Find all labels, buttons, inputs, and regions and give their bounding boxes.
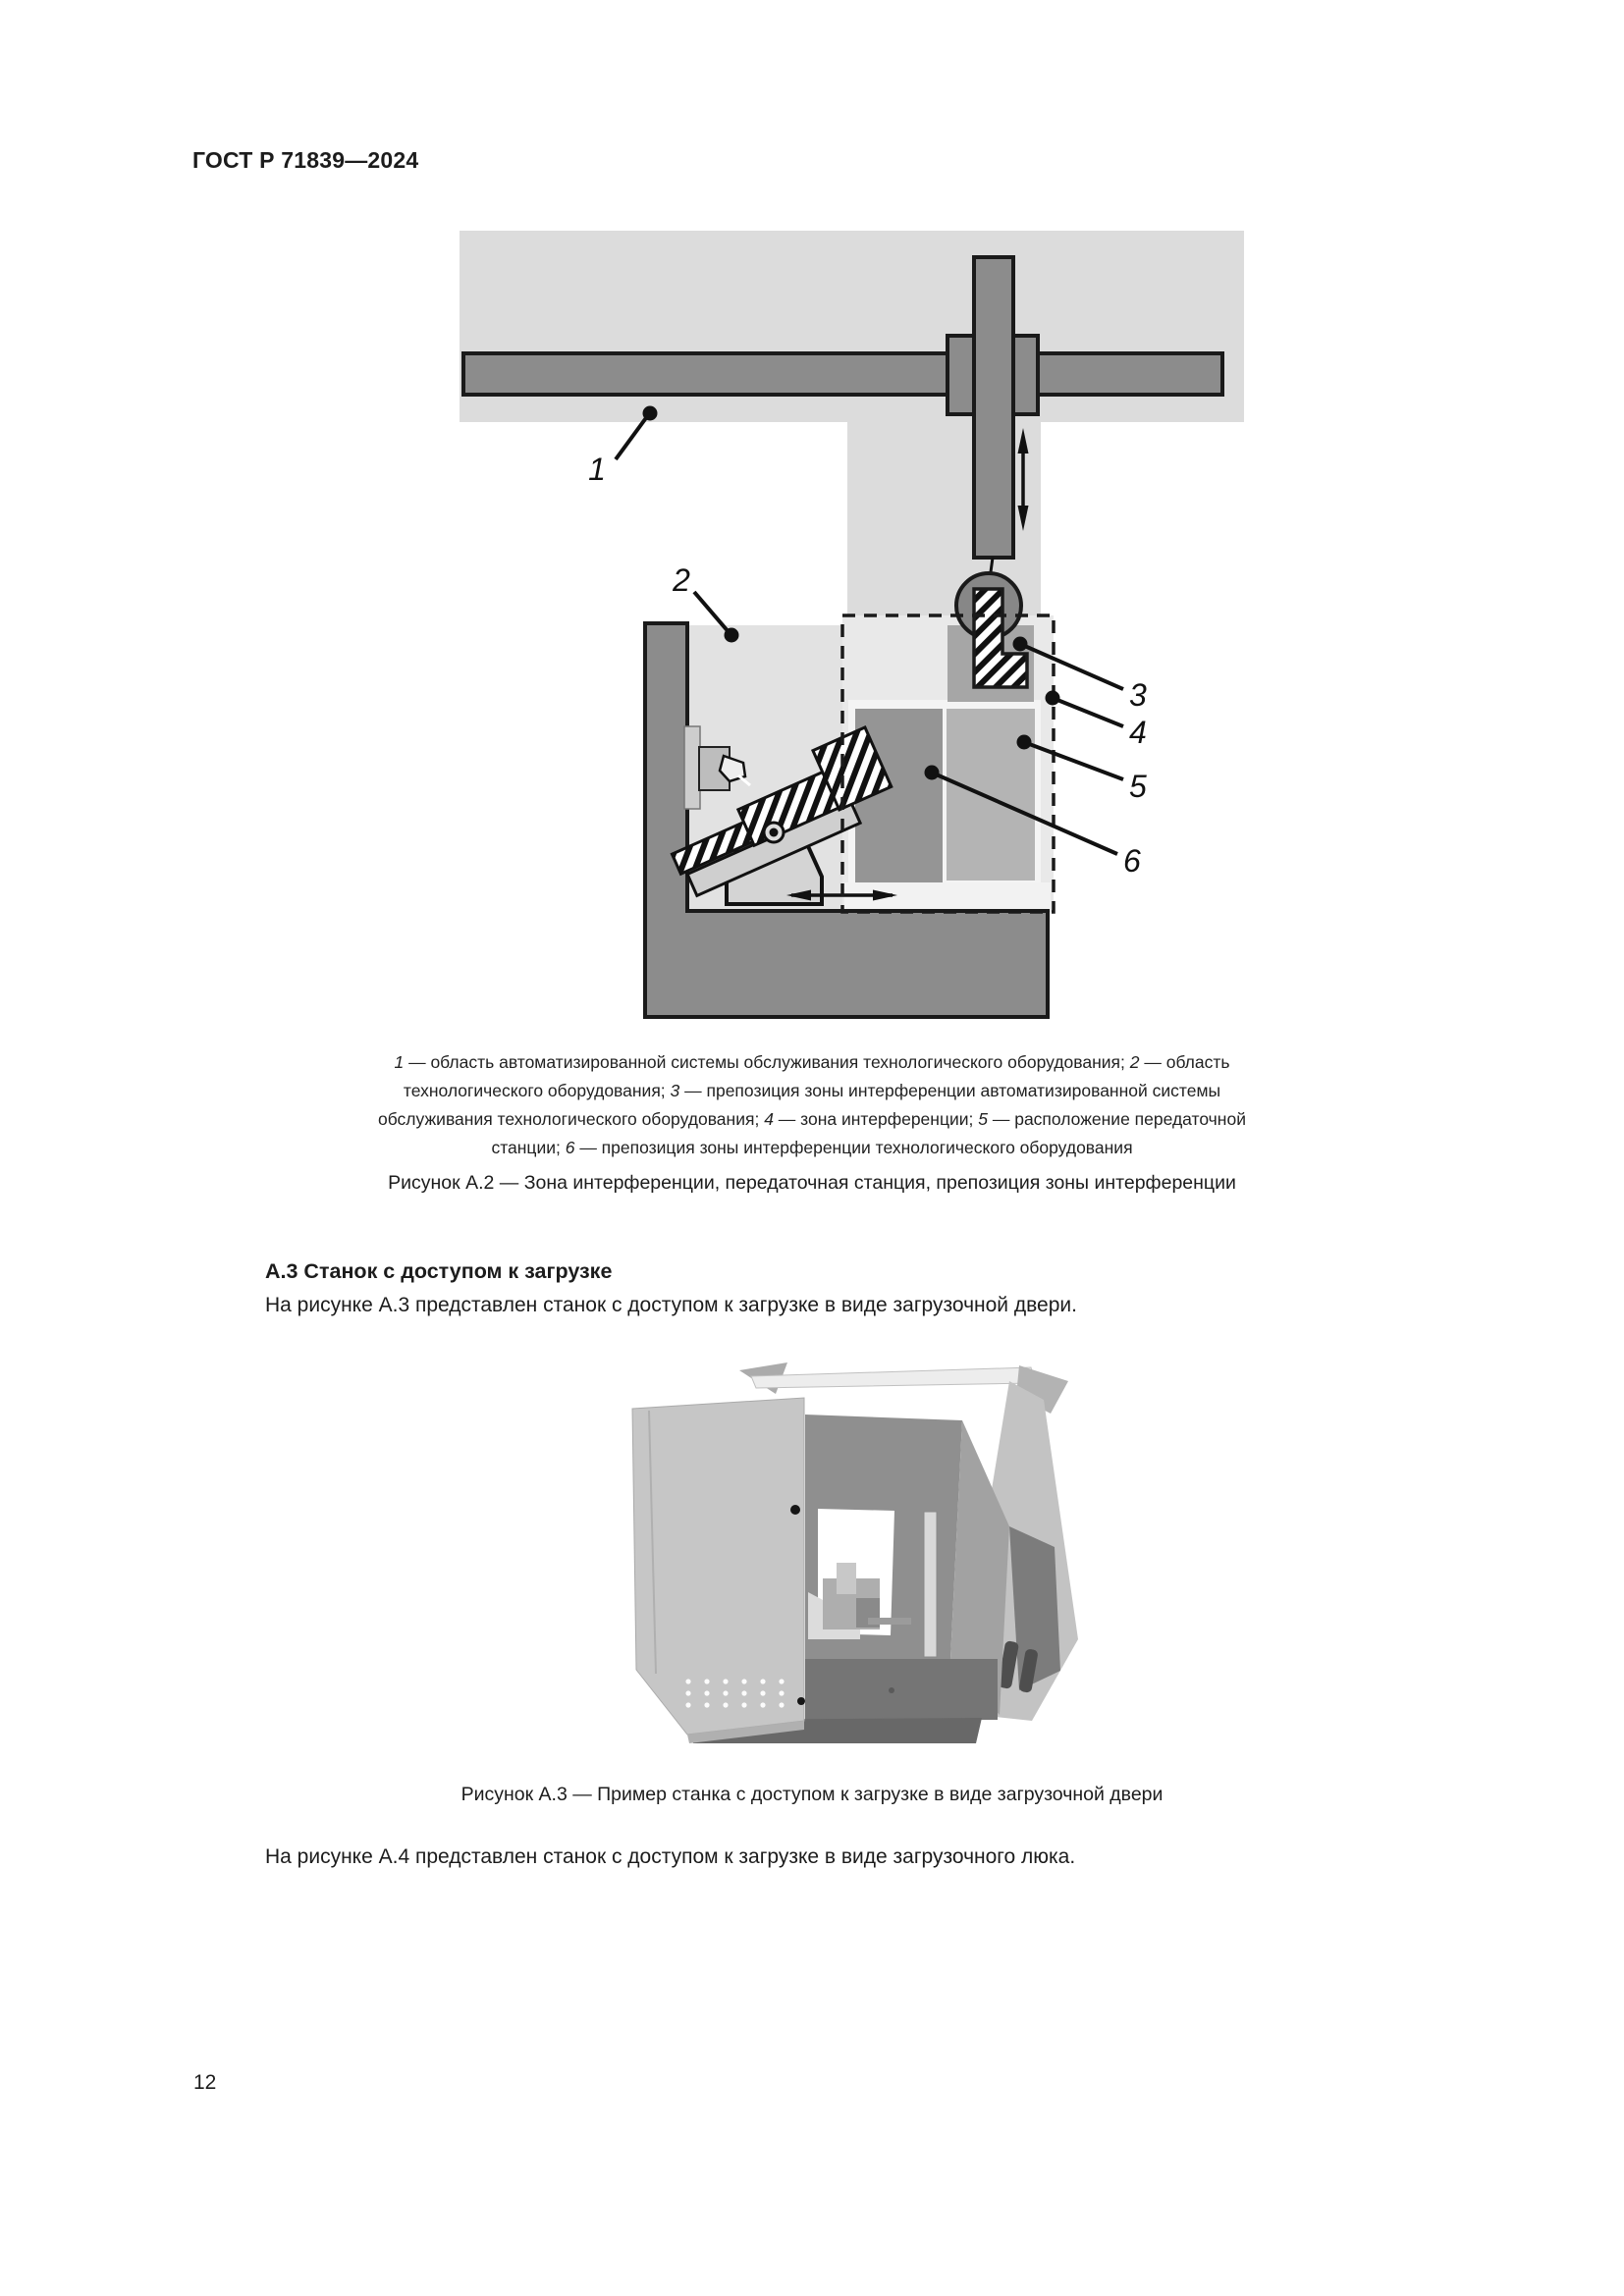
tilt-pivot-dot — [770, 828, 779, 837]
interior-rod — [868, 1618, 911, 1625]
base-bolt — [889, 1687, 894, 1693]
gantry-ram — [974, 257, 1013, 558]
legend-line: 1 — область автоматизированной системы обслуживания технологического оборудования; 2 — область — [394, 1052, 1230, 1072]
section-a3-paragraph: На рисунке А.3 представлен станок с доступом к загрузке в виде загрузочной двери. — [265, 1294, 1077, 1316]
legend-line: обслуживания технологического оборудования; 4 — зона интерференции; 5 — расположение передаточной — [378, 1109, 1246, 1129]
roof-beam — [751, 1367, 1035, 1388]
gantry-saddle-left — [947, 336, 974, 414]
transfer-station-rect — [947, 709, 1035, 881]
figure-a2-diagram — [0, 0, 1624, 1041]
svg-text:5: 5 — [1129, 769, 1147, 804]
figure-a2-legend — [167, 1048, 1457, 1162]
svg-text:3: 3 — [1129, 677, 1147, 713]
figure-a3-caption: Рисунок А.3 — Пример станка с доступом к загрузке в виде загрузочной двери — [460, 1784, 1164, 1805]
gantry-rail — [463, 353, 1222, 395]
loading-door — [632, 1398, 804, 1735]
after-figure-a3-paragraph: На рисунке А.4 представлен станок с доступом к загрузке в виде загрузочного люка. — [265, 1845, 1076, 1868]
figure-a2-caption: Рисунок А.2 — Зона интерференции, передаточная станция, препозиция зоны интерференции — [388, 1172, 1236, 1194]
spindle-plate — [684, 726, 700, 809]
page-title: ГОСТ Р 71839—2024 — [192, 147, 419, 173]
svg-text:2: 2 — [673, 562, 690, 598]
interior-fixture — [837, 1563, 856, 1594]
svg-text:6: 6 — [1123, 843, 1141, 879]
interior-slide-rail — [924, 1512, 937, 1657]
machine-base — [805, 1659, 998, 1720]
section-a3-heading: А.3 Станок с доступом к загрузке — [265, 1259, 613, 1283]
legend-line: технологического оборудования; 3 — препозиция зоны интерференции автоматизированной системы — [403, 1081, 1221, 1100]
door-lower-dot — [797, 1697, 805, 1705]
page-number: 12 — [193, 2071, 217, 2094]
svg-text:1: 1 — [588, 452, 606, 487]
door-handle-dot — [790, 1505, 800, 1515]
gantry-saddle-right — [1013, 336, 1038, 414]
legend-line: станции; 6 — препозиция зоны интерференции технологического оборудования — [491, 1138, 1133, 1157]
figure-a3-machine-image — [0, 1355, 1624, 1777]
svg-text:4: 4 — [1129, 715, 1147, 750]
